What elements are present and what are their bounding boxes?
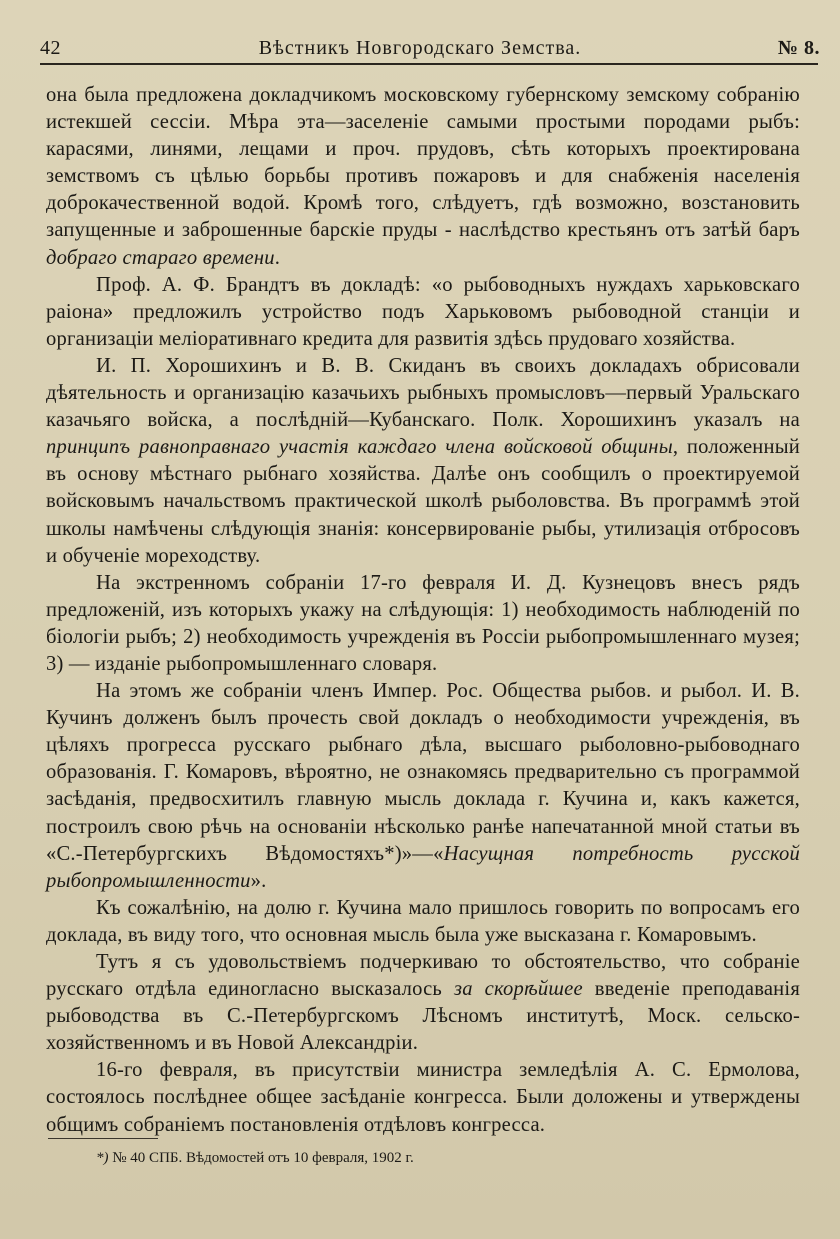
paragraph xyxy=(46,82,800,272)
text-run: она была предложена докладчикомъ московскому губернскому земскому собранію истекшей сессіи. Мѣра эта—заселеніе самыми простыми породами рыбъ: карасями, линями, лещами и проч. прудовъ, сѣть которыхъ проектирована земствомъ съ цѣлью борьбы противъ пожаровъ и для снабженія населенія доброкачественной водой. Кромѣ того, слѣдуетъ, гдѣ возможно, возстановить запущенные и заброшенные барскіе пруды - наслѣдство крестьянъ отъ затѣй баръ xyxy=(46,84,800,242)
paragraph xyxy=(46,678,800,895)
text-run: 16-го февраля, въ присутствіи министра земледѣлія А. С. Ермолова, состоялось послѣднее общее засѣданіе конгресса. Были доложены и утверждены общимъ собраніемъ постановленія отдѣловъ конгресса. xyxy=(46,1059,800,1136)
text-run: Къ сожалѣнію, на долю г. Кучина мало пришлось говорить по вопросамъ его доклада, въ виду того, что основная мысль была уже высказана г. Комаровымъ. xyxy=(46,896,800,946)
article-body xyxy=(46,82,800,1139)
paragraph xyxy=(46,272,800,353)
header-rule xyxy=(40,63,818,65)
text-run: , положенный въ основу мѣстнаго рыбнаго хозяйства. Далѣе онъ сообщилъ о проектируемой войсковымъ начальствомъ практической школѣ рыболовства. Въ программѣ этой школы намѣчены слѣдующія знанія: консервированіе рыбы, утилизація отбросовъ и обученіе мореходству. xyxy=(46,436,800,567)
footnote-rule xyxy=(48,1138,158,1139)
journal-title: Вѣстникъ Новгородскаго Земства. xyxy=(258,37,582,59)
footnote-marker: *) xyxy=(96,1150,109,1166)
text-run: На экстренномъ собраніи 17-го февраля И. Д. Кузнецовъ внесъ рядъ предложеній, изъ которыхъ укажу на слѣдующія: 1) необходимость наблюденій по біологіи рыбъ; 2) необходимость учрежденія въ Россіи рыбопромышленнаго музея; 3) — изданіе рыбопромышленнаго словаря. xyxy=(46,571,800,675)
paragraph xyxy=(46,949,800,1057)
footnote-text: № 40 СПБ. Вѣдомостей отъ 10 февраля, 1902 г. xyxy=(108,1150,414,1166)
running-header xyxy=(40,30,820,60)
italic-run: добраго стараго времени xyxy=(46,246,275,269)
text-run: И. П. Хорошихинъ и В. В. Скиданъ въ своихъ докладахъ обрисовали дѣятельность и организацію казачьихъ рыбныхъ промысловъ—первый Уральскаго казачьяго войска, а послѣдній—Кубанскаго. Полк. Хорошихинъ указалъ на xyxy=(46,354,800,432)
text-run: Тутъ я съ удовольствіемъ подчеркиваю то обстоятельство, что собраніе русскаго отдѣла единогласно высказалось xyxy=(46,951,800,1001)
page-number: 42 xyxy=(40,37,61,59)
italic-run: Насущная потребность русской рыбопромышленности xyxy=(46,842,800,892)
text-run: введеніе преподаванія рыбоводства въ С.-Петербургскомъ Лѣсномъ институтѣ, Моск. сельско-хозяйственномъ и въ Новой Александріи. xyxy=(46,978,800,1055)
italic-run: принципъ равноправнаго участія каждаго члена войсковой общины xyxy=(46,436,673,459)
footnote xyxy=(96,1150,414,1167)
paragraph xyxy=(46,1057,800,1138)
italic-run: за скорѣйшее xyxy=(453,978,583,1001)
text-run: . xyxy=(274,246,281,269)
issue-number: № 8. xyxy=(777,37,820,59)
text-run: На этомъ же собраніи членъ Импер. Рос. Общества рыбов. и рыбол. И. В. Кучинъ долженъ былъ прочесть свой докладъ о необходимости учрежденія, въ цѣляхъ прогресса русскаго рыбнаго дѣла, высшаго рыболовно-рыбоводнаго образованія. Г. Комаровъ, вѣроятно, не ознакомясь предварительно съ программой засѣданія, предвосхитилъ главную мысль доклада г. Кучина и, какъ кажется, построилъ свою рѣчь на основаніи нѣсколько ранѣе напечатанной мной статьи въ «С.-Петербургскихъ Вѣдомостяхъ*)»—« xyxy=(46,680,800,865)
text-run: Проф. А. Ф. Брандтъ въ докладѣ: «о рыбоводныхъ нуждахъ харьковскаго раіона» предложилъ устройство подъ Харьковомъ рыбоводной станціи и организаціи меліоративнаго кредита для развитія здѣсь прудоваго хозяйства. xyxy=(46,273,800,350)
paragraph xyxy=(46,570,800,678)
text-run: ». xyxy=(250,869,267,892)
paragraph xyxy=(46,895,800,949)
paragraph xyxy=(46,353,800,570)
